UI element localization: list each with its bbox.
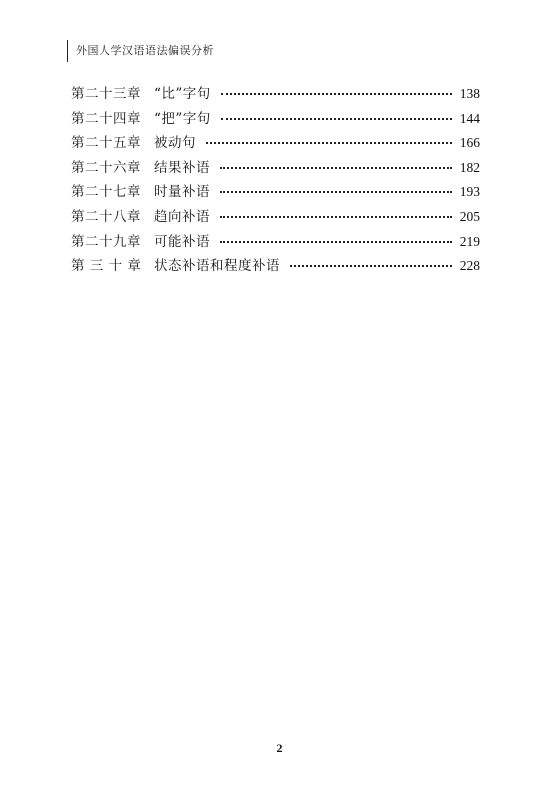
dot-leader: [220, 215, 452, 218]
chapter-number: 第二十三章: [71, 86, 141, 102]
chapter-title: 结果补语: [154, 159, 210, 176]
table-of-contents: [71, 84, 480, 281]
page-reference: 219: [459, 233, 480, 249]
toc-entry[interactable]: [71, 109, 480, 134]
chapter-title: 被动句: [154, 135, 196, 152]
page-reference: 205: [459, 208, 480, 224]
toc-entry[interactable]: [71, 182, 480, 207]
chapter-number: 第二十五章: [71, 135, 141, 152]
chapter-number: 第二十七章: [71, 184, 141, 201]
toc-entry[interactable]: [71, 207, 480, 232]
page-reference: 166: [459, 135, 480, 151]
dot-leader: [290, 264, 452, 267]
chapter-number: 第 三 十 章: [71, 258, 142, 275]
page-number: 2: [276, 741, 283, 755]
toc-entry[interactable]: [71, 232, 480, 257]
chapter-number: 第二十九章: [71, 233, 141, 250]
toc-entry[interactable]: [71, 133, 480, 158]
dot-leader: [221, 117, 452, 120]
dot-leader: [220, 190, 452, 193]
chapter-number: 第二十八章: [71, 208, 141, 225]
chapter-number: 第二十六章: [71, 159, 141, 176]
dot-leader: [220, 166, 452, 169]
chapter-title: “把”字句: [154, 110, 211, 127]
dot-leader: [221, 92, 452, 95]
page-reference: 144: [459, 110, 480, 126]
chapter-title: “比”字句: [154, 86, 211, 102]
chapter-title: 可能补语: [154, 233, 210, 250]
toc-entry[interactable]: [71, 84, 480, 109]
toc-entry[interactable]: [71, 256, 480, 281]
dot-leader: [220, 240, 452, 243]
page-reference: 182: [459, 159, 480, 175]
chapter-title: 时量补语: [154, 184, 210, 201]
running-header: 外国人学汉语语法偏误分析: [67, 40, 214, 62]
chapter-title: 状态补语和程度补语: [154, 258, 280, 275]
dot-leader: [206, 141, 452, 144]
chapter-title: 趋向补语: [154, 208, 210, 225]
chapter-number: 第二十四章: [71, 110, 141, 127]
toc-entry[interactable]: [71, 158, 480, 183]
page-reference: 193: [459, 184, 480, 200]
page-reference: 228: [459, 258, 480, 274]
page-reference: 138: [459, 86, 480, 101]
